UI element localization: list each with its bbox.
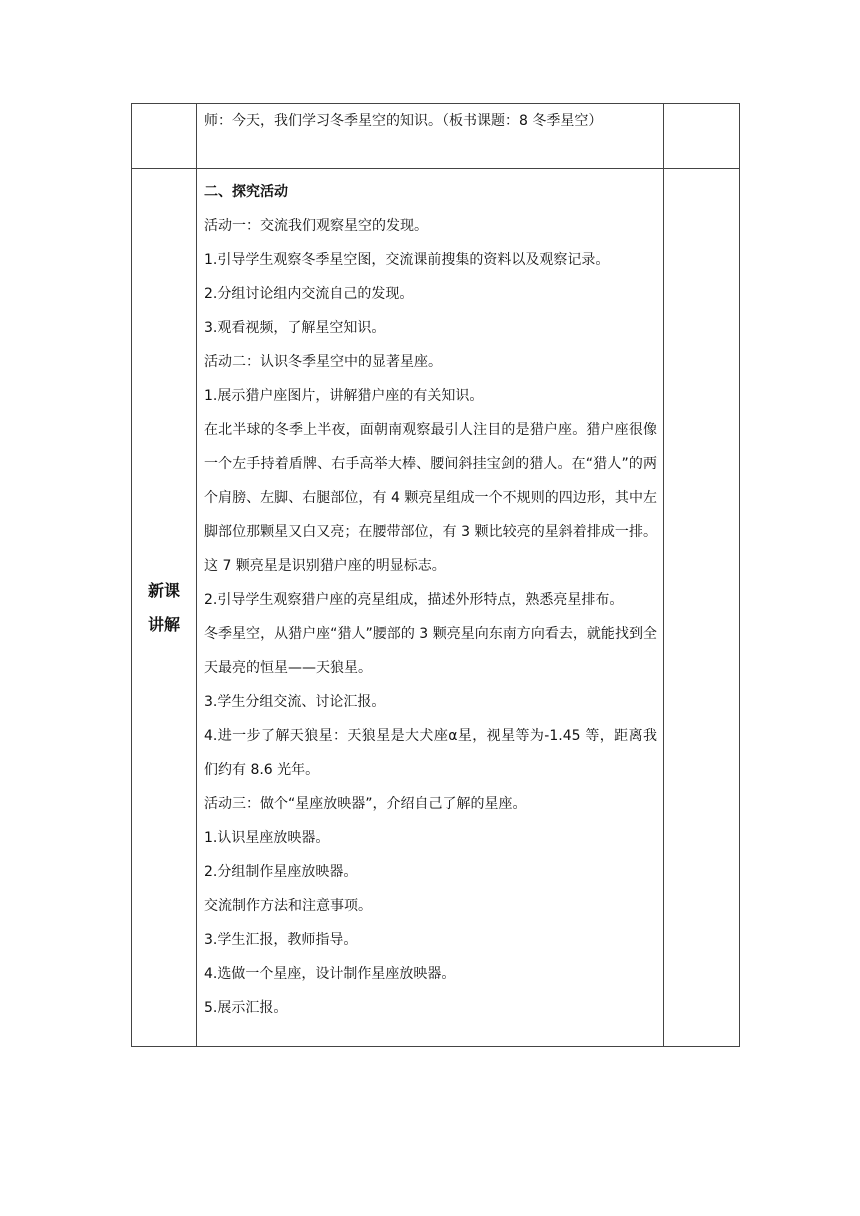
text-line: 3.学生汇报，教师指导。 — [204, 932, 358, 948]
notes-cell — [664, 169, 740, 1047]
table-row — [132, 104, 740, 169]
notes-cell — [664, 104, 740, 169]
text-line: 2.分组制作星座放映器。 — [204, 864, 358, 880]
text-line: 活动二：认识冬季星空中的显著星座。 — [204, 354, 442, 370]
section-heading: 二、探究活动 — [204, 184, 288, 200]
orion-paragraph: 在北半球的冬季上半夜，面朝南观察最引人注目的是猎户座。猎户座很像一个左手持着盾牌、右手高举大棒、腰间斜挂宝剑的猎人。在“猎人”的两个肩膀、左脚、右腿部位，有 4 颗亮星组成一个不规则的四边形，其中左脚部位那颗星又白又亮；在腰带部位，有 3 颗比较亮的星斜着排成一排。这 7 颗亮星是识别猎户座的明显标志。 — [204, 422, 657, 574]
text-line: 活动一：交流我们观察星空的发现。 — [204, 218, 428, 234]
table-row — [132, 169, 740, 1047]
content-cell — [197, 104, 664, 169]
text-line: 1.认识星座放映器。 — [204, 830, 330, 846]
lesson-table — [131, 103, 740, 1047]
text-line: 2.分组讨论组内交流自己的发现。 — [204, 286, 414, 302]
text-line: 3.学生分组交流、讨论汇报。 — [204, 694, 386, 710]
text-line: 4.选做一个星座，设计制作星座放映器。 — [204, 966, 456, 982]
text-line: 2.引导学生观察猎户座的亮星组成，描述外形特点，熟悉亮星排布。 — [204, 592, 624, 608]
section-label-cell — [132, 169, 197, 1047]
text-line: 1.引导学生观察冬季星空图，交流课前搜集的资料以及观察记录。 — [204, 252, 610, 268]
text-line: 1.展示猎户座图片，讲解猎户座的有关知识。 — [204, 388, 484, 404]
text-line: 交流制作方法和注意事项。 — [204, 898, 372, 914]
label-cell-empty — [132, 104, 197, 169]
sirius-detail-paragraph: 4.进一步了解天狼星：天狼星是大犬座α星，视星等为-1.45 等，距离我们约有 8.6 光年。 — [204, 728, 657, 778]
text-line: 活动三：做个“星座放映器”，介绍自己了解的星座。 — [204, 796, 527, 812]
content-cell — [197, 169, 664, 1047]
text-line: 5.展示汇报。 — [204, 1000, 288, 1016]
sirius-paragraph: 冬季星空，从猎户座“猎人”腰部的 3 颗亮星向东南方向看去，就能找到全天最亮的恒星——天狼星。 — [204, 626, 657, 676]
intro-line: 师：今天，我们学习冬季星空的知识。（板书课题：8 冬季星空） — [204, 113, 603, 129]
section-label: 新课讲解 — [147, 580, 180, 634]
text-line: 3.观看视频，了解星空知识。 — [204, 320, 386, 336]
